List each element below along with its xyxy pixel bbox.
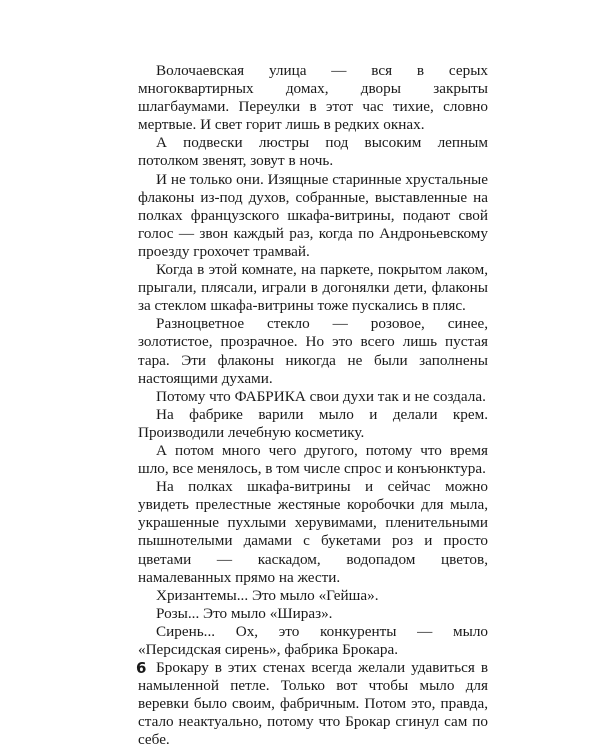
paragraph: А подвески люстры под высоким лепным потолком звенят, зовут в ночь. — [138, 134, 488, 170]
paragraph: Розы... Это мыло «Шираз». — [156, 604, 333, 622]
paragraph: Разноцветное стекло — розовое, синее, золотистое, прозрачное. Но это всего лишь пустая тара. Эти флаконы никогда не были заполнены настоящими духами. — [138, 315, 488, 387]
paragraph: На полках шкафа-витрины и сейчас можно увидеть прелестные жестяные коробочки для мыла, украшенные пухлыми херувимами, пленительными пышнотелыми дамами с букетами роз и просто цветами — каскадом, водопадом цветов, намалеванных прямо на жести. — [138, 478, 488, 586]
paragraph: Брокару в этих стенах всегда желали удавиться в намыленной петле. Только вот чтобы мыло для веревки было своим, фабричным. Потом это, правда, стало неактуально, потому что Брокар сгинул сам по себе. — [138, 659, 488, 749]
body-text — [138, 62, 488, 750]
paragraph: Волочаевская улица — вся в серых многоквартирных домах, дворы закрыты шлагбаумами. Переулки в этот час тихие, словно мертвые. И свет горит лишь в редких окнах. — [138, 62, 488, 134]
paragraph: Потому что ФАБРИКА свои духи так и не создала. — [156, 387, 486, 405]
paragraph: На фабрике варили мыло и делали крем. Производили лечебную косметику. — [138, 405, 488, 441]
paragraph: Сирень... Ох, это конкуренты — мыло «Персидская сирень», фабрика Брокара. — [138, 622, 488, 658]
paragraph: Когда в этой комнате, на паркете, покрытом лаком, прыгали, плясали, играли в догонялки дети, флаконы за стеклом шкафа-витрины тоже пускались в пляс. — [138, 261, 488, 315]
paragraph: А потом много чего другого, потому что время шло, все менялось, в том числе спрос и конъюнктура. — [138, 441, 488, 478]
paragraph: И не только они. Изящные старинные хрустальные флаконы из-под духов, собранные, выставленные на полках французского шкафа-витрины, подают свой голос — звон каждый раз, когда по Андроньевскому проезду грохочет трамвай. — [138, 170, 488, 260]
page-number: 6 — [136, 659, 147, 677]
paragraph: Хризантемы... Это мыло «Гейша». — [156, 586, 379, 604]
